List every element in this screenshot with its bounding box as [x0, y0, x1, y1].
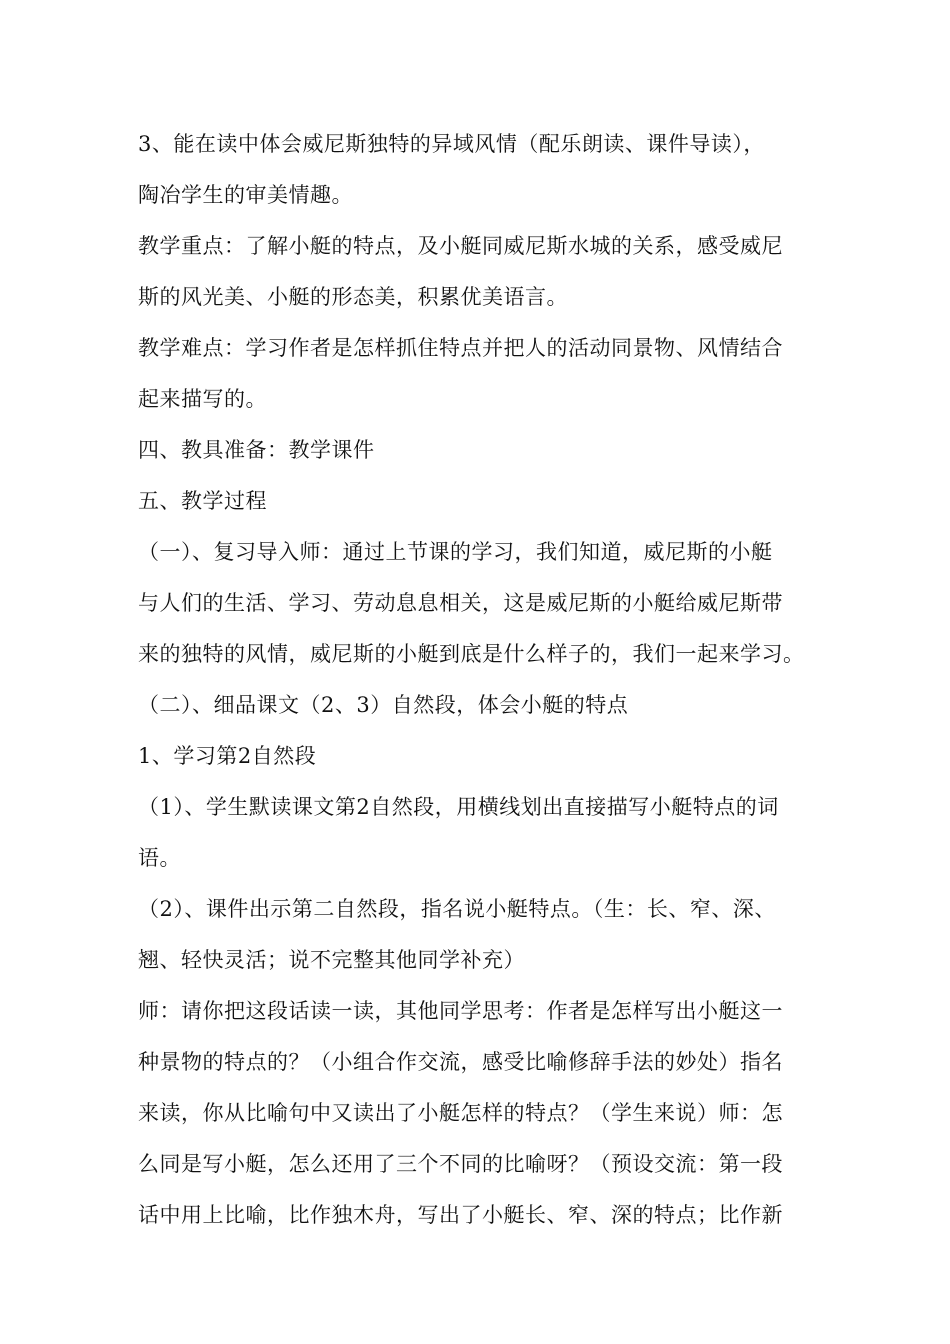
text-line: 教学重点：了解小艇的特点，及小艇同威尼斯水城的关系，感受威尼 [138, 234, 783, 258]
text-line: 语。 [138, 846, 181, 870]
text-line: 3、能在读中体会威尼斯独特的异域风情（配乐朗读、课件导读）， [138, 132, 765, 156]
text-line: 与人们的生活、学习、劳动息息相关，这是威尼斯的小艇给威尼斯带 [138, 591, 783, 615]
subsection-heading: （二）、细品课文（2、3）自然段，体会小艇的特点 [138, 693, 629, 717]
text-line: （1）、学生默读课文第2自然段，用横线划出直接描写小艇特点的词 [138, 795, 779, 819]
text-line: 来读，你从比喻句中又读出了小艇怎样的特点？（学生来说）师：怎 [138, 1101, 783, 1125]
section-heading: 四、教具准备：教学课件 [138, 438, 375, 462]
text-line: 起来描写的。 [138, 387, 267, 411]
text-line: 么同是写小艇，怎么还用了三个不同的比喻呀？（预设交流：第一段 [138, 1152, 783, 1176]
text-line: 教学难点：学习作者是怎样抓住特点并把人的活动同景物、风情结合 [138, 336, 783, 360]
document-body [138, 124, 828, 1246]
subsection-heading: 1、学习第2自然段 [138, 744, 317, 768]
text-line: 翘、轻快灵活；说不完整其他同学补充） [138, 948, 525, 972]
text-line: 种景物的特点的？（小组合作交流，感受比喻修辞手法的妙处）指名 [138, 1050, 783, 1074]
text-line: （一）、复习导入师：通过上节课的学习，我们知道，威尼斯的小艇 [138, 540, 773, 564]
text-line: 斯的风光美、小艇的形态美，积累优美语言。 [138, 285, 568, 309]
text-line: 话中用上比喻，比作独木舟，写出了小艇长、窄、深的特点；比作新 [138, 1203, 783, 1227]
text-line: （2）、课件出示第二自然段，指名说小艇特点。（生：长、窄、深、 [138, 897, 776, 921]
section-heading: 五、教学过程 [138, 489, 267, 513]
text-line: 陶冶学生的审美情趣。 [138, 183, 353, 207]
text-line: 师：请你把这段话读一读，其他同学思考：作者是怎样写出小艇这一 [138, 999, 783, 1023]
text-line: 来的独特的风情，威尼斯的小艇到底是什么样子的，我们一起来学习。 [138, 642, 805, 666]
